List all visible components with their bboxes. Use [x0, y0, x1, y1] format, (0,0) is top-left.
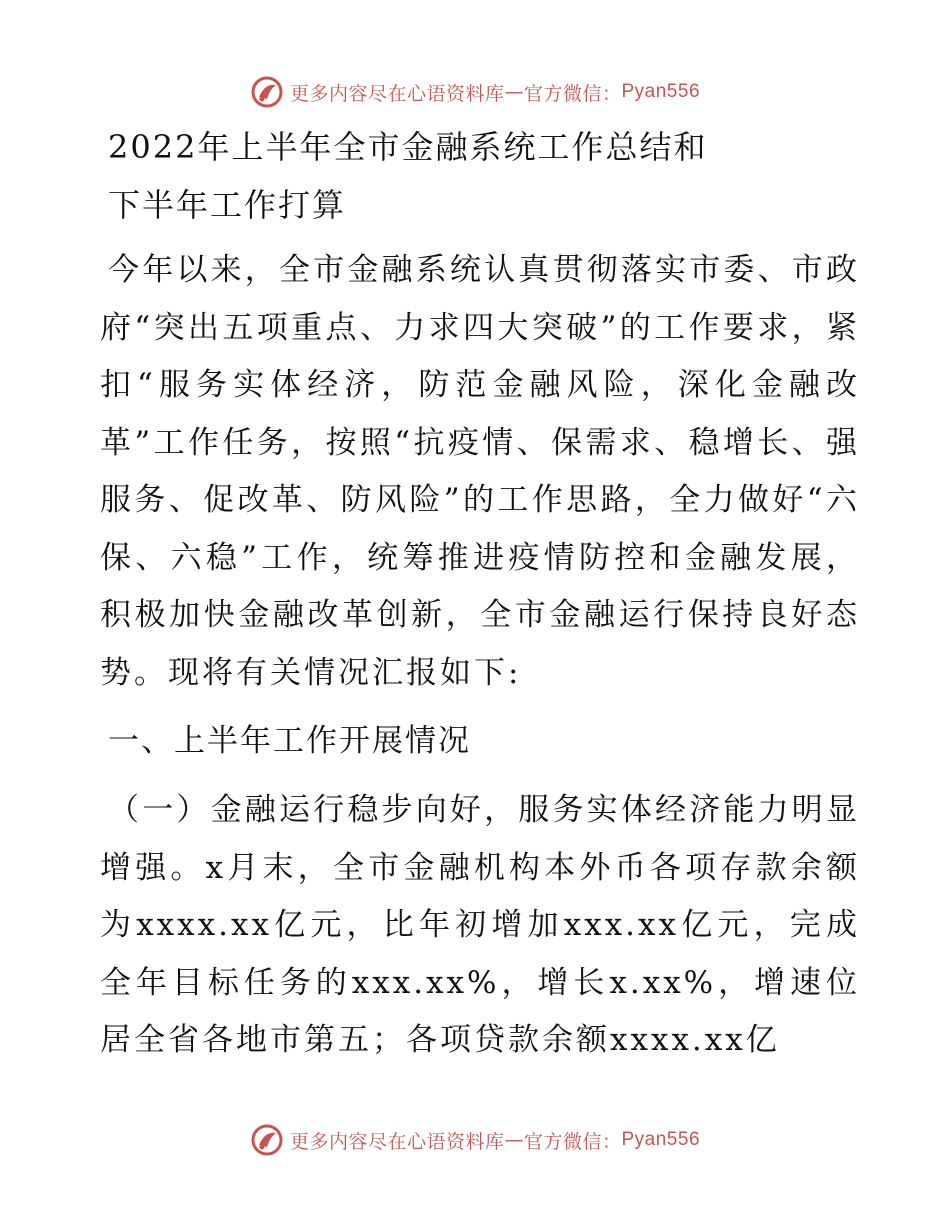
watermark-text: 更多内容尽在心语资料库 — [289, 1130, 505, 1153]
document-title-line2: 下半年工作打算 — [108, 186, 347, 224]
watermark-logo-icon — [250, 1123, 284, 1157]
watermark-wechat-id: Pyan556 — [621, 81, 701, 102]
section1-paragraph: （一）金融运行稳步向好，服务实体经济能力明显增强。x月末，全市金融机构本外币各项存款余额为xxxx.xx亿元，比年初增加xxx.xx亿元，完成全年目标任务的xxx.xx%，增长x.xx%，增速位居全省各地市第五；各项贷款余额xxxx.xx亿 — [100, 792, 860, 1058]
document-title-line1: 2022年上半年全市金融系统工作总结和 — [108, 128, 708, 166]
section1-heading: 一、上半年工作开展情况 — [108, 723, 471, 759]
watermark-text: 更多内容尽在心语资料库 — [289, 82, 505, 105]
watermark-official: 官方微信： — [523, 1130, 622, 1153]
watermark-wechat-id: Pyan556 — [621, 1129, 701, 1150]
watermark-separator: — — [504, 1129, 524, 1151]
watermark-header — [0, 70, 950, 114]
watermark-footer — [0, 1118, 950, 1162]
watermark-separator: — — [504, 81, 524, 103]
watermark-official: 官方微信： — [523, 82, 622, 105]
watermark-logo-icon — [250, 75, 284, 109]
document-body — [100, 118, 860, 1070]
intro-paragraph: 今年以来，全市金融系统认真贯彻落实市委、市政府“突出五项重点、力求四大突破”的工作要求，紧扣“服务实体经济，防范金融风险，深化金融改革”工作任务，按照“抗疫情、保需求、稳增长、强服务、促改革、防风险”的工作思路，全力做好“六保、六稳”工作，统筹推进疫情防控和金融发展，积极加快金融改革创新，全市金融运行保持良好态势。现将有关情况汇报如下: — [100, 252, 860, 691]
